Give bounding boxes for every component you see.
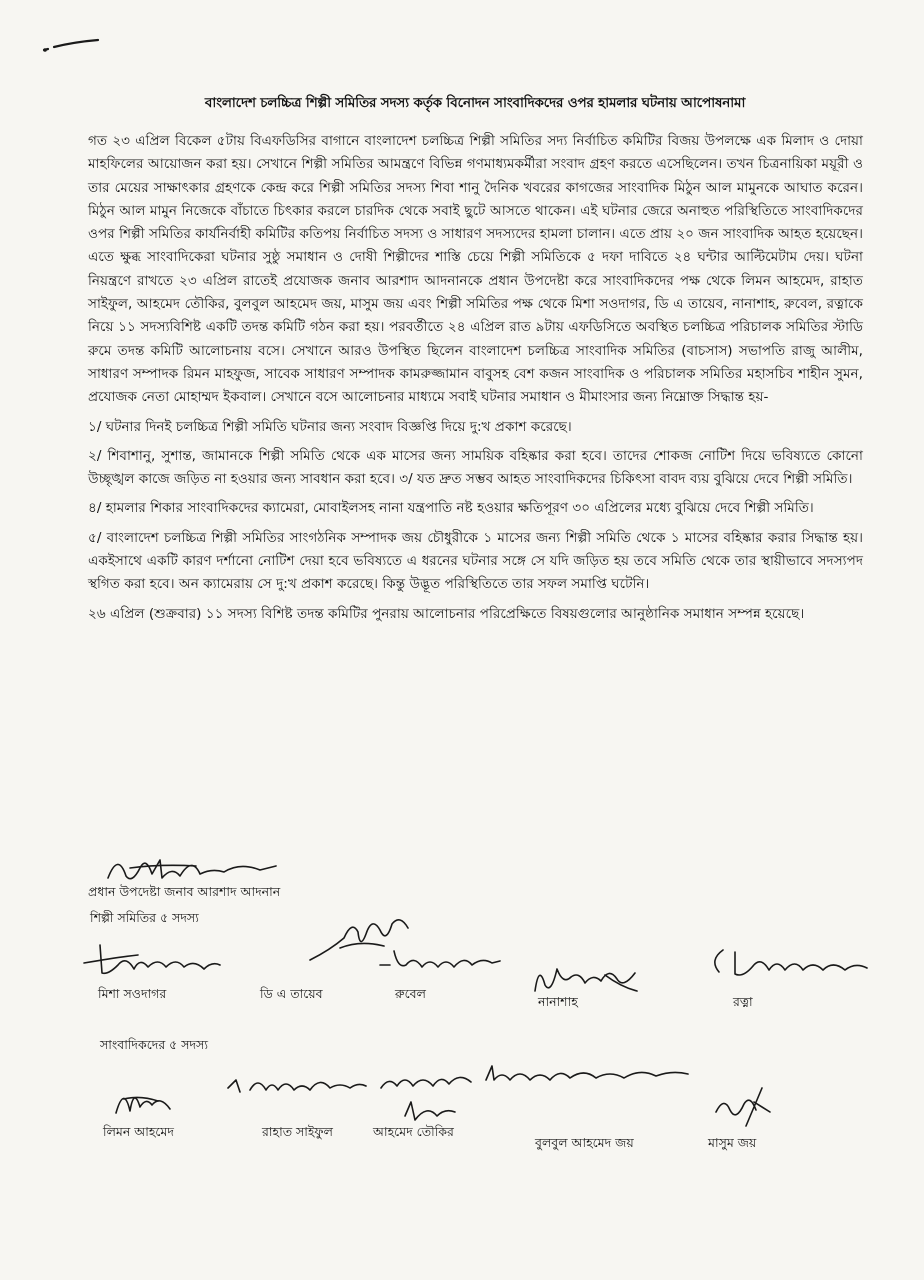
journalist-name-1: লিমন আহমেদ [103,1124,174,1139]
artist-name-5: রত্না [733,994,753,1009]
artist-name-3: রুবেল [395,986,426,1001]
artist-signature-5 [705,942,875,982]
journalist-signature-5 [706,1082,776,1132]
decision-1: ১/ ঘটনার দিনই চলচ্চিত্র শিল্পী সমিতি ঘটনার জন্য সংবাদ বিজ্ঞপ্তি দিয়ে দু:খ প্রকাশ করেছে। [88,418,572,435]
document-title: বাংলাদেশ চলচ্চিত্র শিল্পী সমিতির সদস্য কর্তৃক বিনোদন সাংবাদিকদের ওপর হামলার ঘটনায় আপোষনামা [204,95,746,111]
closing-paragraph: ২৬ এপ্রিল (শুক্রবার) ১১ সদস্য বিশিষ্ট তদন্ত কমিটির পুনরায় আলোচনার পরিপ্রেক্ষিতে বিষয়গুলোর আনুষ্ঠানিক সমাধান সম্পন্ন হয়েছে। [88,605,805,622]
journalist-name-4: বুলবুল আহমেদ জয় [535,1135,634,1150]
journalist-name-5: মাসুম জয় [708,1135,757,1150]
artist-name-2: ডি এ তায়েব [260,986,323,1001]
artists-group-label: শিল্পী সমিতির ৫ সদস্য [90,910,199,925]
artist-name-1: মিশা সওদাগর [98,986,167,1001]
document-body [88,130,863,632]
decision-5: ৫/ বাংলাদেশ চলচ্চিত্র শিল্পী সমিতির সাংগঠনিক সম্পাদক জয় চৌধুরীকে ১ মাসের জন্য শিল্পী সমিতি থেকে ১ মাসের বহিষ্কার করার সিদ্ধান্ত হয়। একইসাথে একটি কারণ দর্শানো নোটিশ দেয়া হবে ভবিষ্যতে এ ধরনের ঘটনার সঙ্গে সে যদি জড়িত হয় তবে সমিতি থেকে তার স্থায়ীভাবে সদস্যপদ স্থগিত করা হবে। অন ক্যামেরায় সে দু:খ প্রকাশ করেছে। কিন্তু উদ্ভূত পরিস্থিতিতে তার সফল সমাপ্তি ঘটেনি। [88,529,863,593]
journalist-signature-4 [480,1058,700,1090]
journalist-signature-2 [222,1068,372,1102]
decision-4: ৪/ হামলার শিকার সাংবাদিকদের ক্যামেরা, মোবাইলসহ নানা যন্ত্রপাতি নষ্ট হওয়ার ক্ষতিপূরণ ৩০ এপ্রিলের মধ্যে বুঝিয়ে দেবে শিল্পী সমিতি। [88,500,814,517]
artist-name-4: নানাশাহ [538,994,578,1009]
artist-signature-1 [78,935,228,980]
advisor-label: প্রধান উপদেষ্টা জনাব আরশাদ আদনান [88,884,281,899]
journalist-signature-1 [110,1075,180,1120]
artist-signature-3 [376,943,506,975]
journalist-name-3: আহমেদ তৌকির [373,1124,454,1139]
intro-paragraph: গত ২৩ এপ্রিল বিকেল ৫টায় বিএফডিসির বাগানে বাংলাদেশ চলচ্চিত্র শিল্পী সমিতির সদ্য নির্বাচিত কমিটির বিজয় উপলক্ষে এক মিলাদ ও দোয়া মাহফিলের আয়োজন করা হয়। সেখানে শিল্পী সমিতির আমন্ত্রণে বিভিন্ন গণমাধ্যমকর্মীরা সংবাদ গ্রহণ করতে এসেছিলেন। তখন চিত্রনায়িকা ময়ূরী ও তার মেয়ের সাক্ষাৎকার গ্রহণকে কেন্দ্র করে শিল্পী সমিতির সদস্য শিবা শানু দৈনিক খবরের কাগজের সাংবাদিক মিঠুন আল মামুনকে আঘাত করেন। মিঠুন আল মামুন নিজেকে বাঁচাতে চিৎকার করলে চারদিক থেকে সবাই ছুটে আসতে থাকেন। এই ঘটনার জেরে অনাহুত পরিস্থিতিতে সাংবাদিকদের ওপর শিল্পী সমিতির কার্যনির্বাহী কমিটির কতিপয় নির্বাচিত সদস্য ও সাধারণ সদস্যদের হামলা চালান। এতে প্রায় ২০ জন সাংবাদিক আহত হয়েছেন। এতে ক্ষুব্ধ সাংবাদিকেরা ঘটনার সুষ্ঠু সমাধান ও দোষী শিল্পীদের শাস্তি চেয়ে শিল্পী সমিতিকে ৫ দফা দাবিতে ২৪ ঘন্টার আল্টিমেটাম দেয়। ঘটনা নিয়ন্ত্রণে রাখতে ২৩ এপ্রিল রাতেই প্রযোজক জনাব আরশাদ আদনানকে প্রধান উপদেষ্টা করে সাংবাদিকদের পক্ষ থেকে লিমন আহমেদ, রাহাত সাইফুল, আহমেদ তৌকির, বুলবুল আহমেদ জয়, মাসুম জয় এবং শিল্পী সমিতির পক্ষ থেকে মিশা সওদাগর, ডি এ তায়েব, নানাশাহ, রুবেল, রত্নাকে নিয়ে ১১ সদস্যবিশিষ্ট একটি তদন্ত কমিটি গঠন করা হয়। পরবর্তীতে ২৪ এপ্রিল রাত ৯টায় এফডিসিতে অবস্থিত চলচ্চিত্র পরিচালক সমিতির স্টাডি রুমে তদন্ত কমিটি আলোচনায় বসে। সেখানে আরও উপস্থিত ছিলেন বাংলাদেশ চলচ্চিত্র সাংবাদিক সমিতির (বাচসাস) সভাপতি রাজু আলীম, সাধারণ সম্পাদক রিমন মাহফুজ, সাবেক সাধারণ সম্পাদক কামরুজ্জামান বাবুসহ বেশ কজন সাংবাদিক ও পরিচালক সমিতির মহাসচিব শাহীন সুমন, প্রযোজক নেতা মোহাম্মদ ইকবাল। সেখানে বসে আলোচনার মাধ্যমে সবাই ঘটনার সমাধান ও মীমাংসার জন্য নিম্নোক্ত সিদ্ধান্ত হয়- [88,133,863,406]
pen-mark [40,36,110,56]
journalist-name-2: রাহাত সাইফুল [262,1124,333,1139]
decision-2-3: ২/ শিবাশানু, সুশান্ত, জামানকে শিল্পী সমিতি থেকে এক মাসের জন্য সাময়িক বহিষ্কার করা হবে। তাদের শোকজ নোটিশ দিয়ে ভবিষ্যতে কোনো উচ্ছৃঙ্খল কাজে জড়িত না হওয়ার জন্য সাবধান করা হবে। ৩/ যত দ্রুত সম্ভব আহত সাংবাদিকদের চিকিৎসা বাবদ ব্যয় বুঝিয়ে দেবে শিল্পী সমিতি। [88,447,863,488]
journalist-signature-3 [375,1062,485,1132]
journalists-group-label: সাংবাদিকদের ৫ সদস্য [100,1037,208,1052]
